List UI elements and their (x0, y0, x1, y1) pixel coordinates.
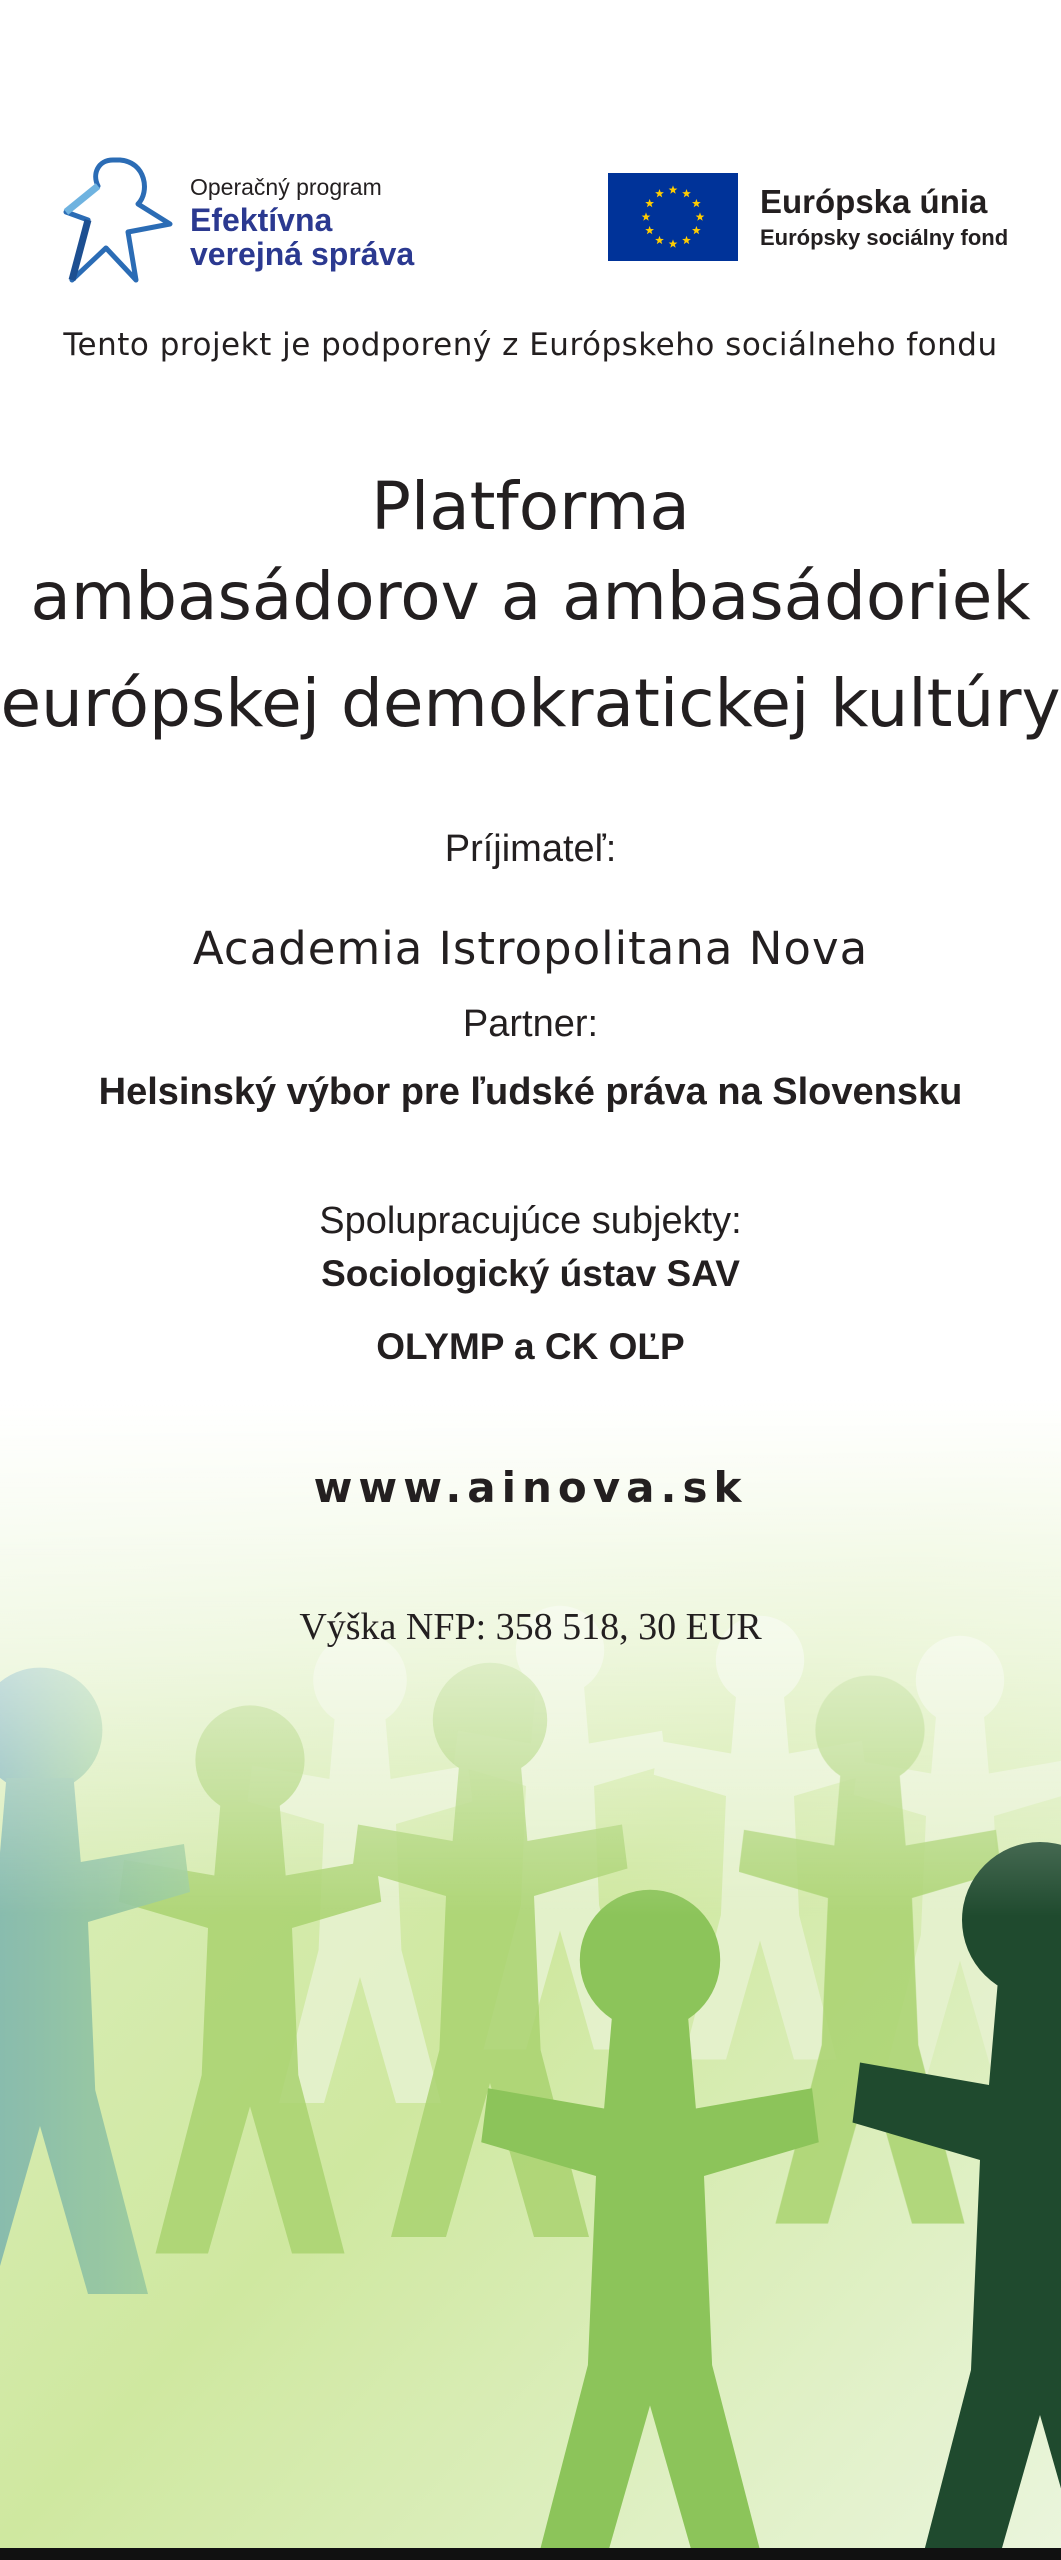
cooperating-label: Spolupracujúce subjekty: (319, 1200, 742, 1242)
cooperating-item: OLYMP a CK OĽP (376, 1326, 685, 1367)
program-name-line2: verejná správa (190, 236, 415, 272)
funding-amount: Výška NFP: 358 518, 30 EUR (299, 1606, 762, 1648)
partner-label: Partner: (462, 1003, 599, 1045)
title-line-3: európskej demokratickej kultúry (0, 665, 1061, 742)
program-name-line1: Efektívna (190, 202, 333, 238)
eu-flag-icon (608, 173, 738, 261)
eu-logo (608, 173, 1008, 263)
paper-people-chain-image (0, 1400, 1061, 2548)
title-line-1: Platforma (371, 468, 690, 545)
operational-program-logo (58, 152, 438, 292)
website-link[interactable]: www.ainova.sk (313, 1463, 748, 1512)
bottom-border (0, 2548, 1061, 2560)
partner-name: Helsinský výbor pre ľudské práva na Slovensku (98, 1071, 963, 1113)
title-line-2: ambasádorov a ambasádoriek (30, 558, 1031, 635)
eu-title: Európska únia (760, 183, 988, 220)
recipient-name: Academia Istropolitana Nova (192, 922, 869, 975)
eu-subtitle: Európsky sociálny fond (760, 225, 1009, 250)
person-figure-icon (58, 152, 178, 292)
support-statement: Tento projekt je podporený z Európskeho sociálneho fondu (63, 327, 998, 363)
recipient-label: Príjimateľ: (444, 828, 617, 870)
cooperating-item: Sociologický ústav SAV (321, 1253, 740, 1294)
program-label: Operačný program (190, 174, 382, 200)
